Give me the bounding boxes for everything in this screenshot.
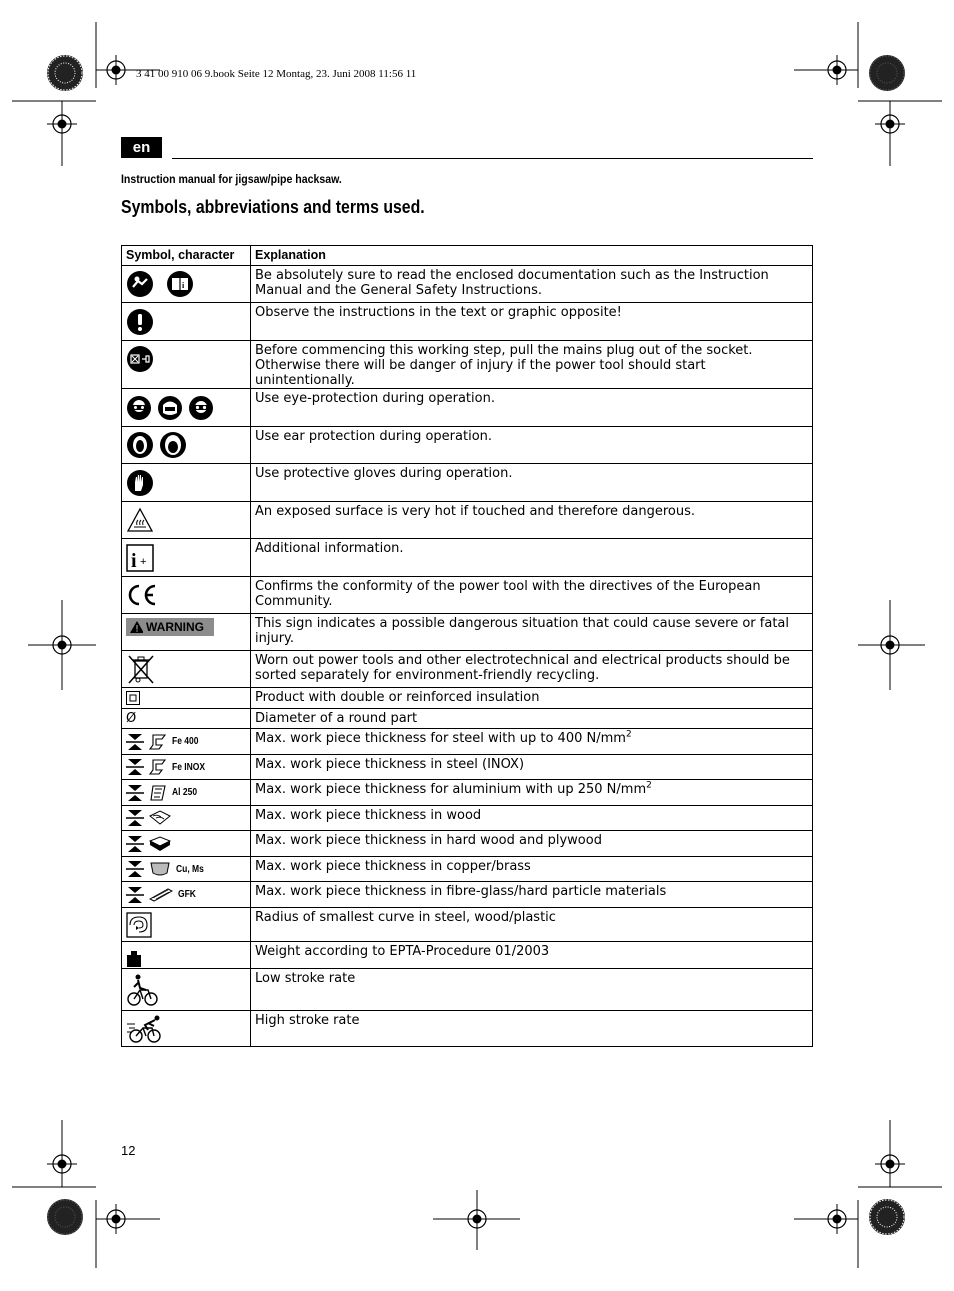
explanation-cell: Max. work piece thickness in steel (INOX) (251, 755, 813, 780)
goggles-icon (188, 395, 214, 421)
exclamation-icon (126, 308, 154, 336)
low-stroke-rate-icon (126, 973, 160, 1007)
table-row (122, 427, 813, 464)
material-label: Fe 400 (172, 736, 199, 747)
table-row (122, 755, 813, 780)
print-line: 3 41 00 910 06 9.book Seite 12 Montag, 23. Juni 2008 11:56 11 (136, 68, 417, 80)
explanation-cell: Additional information. (251, 539, 813, 577)
table-row (122, 831, 813, 857)
symbols-table (121, 245, 813, 1047)
svg-text:i: i (131, 549, 137, 572)
explanation-cell: An exposed surface is very hot if touched and therefore dangerous. (251, 502, 813, 539)
table-row (122, 969, 813, 1011)
copper-pipe-icon (149, 861, 171, 877)
explanation-cell: Before commencing this working step, pull the mains plug out of the socket. Otherwise there will be danger of injury if the power tool should start unintentionally. (251, 341, 813, 389)
fibreglass-icon (149, 887, 173, 903)
weight-icon (126, 950, 142, 968)
table-row (122, 709, 813, 729)
page-number: 12 (121, 1143, 136, 1158)
thickness-arrow-icon (126, 733, 144, 751)
ear-protection-icon (126, 431, 154, 459)
registration-disc-top-right (869, 55, 905, 91)
registration-disc-bottom-left (47, 1199, 83, 1235)
explanation-cell: Max. work piece thickness in hard wood and plywood (251, 831, 813, 857)
ear-muffs-icon (159, 431, 187, 459)
table-row (122, 502, 813, 539)
explanation-cell: Max. work piece thickness for steel with up to 400 $N/mm^2$ (251, 729, 813, 755)
high-stroke-rate-icon (126, 1014, 166, 1044)
explanation-cell: Weight according to EPTA-Procedure 01/2003 (251, 942, 813, 969)
explanation-cell: Be absolutely sure to read the enclosed documentation such as the Instruction Manual and the General Safety Instructions. (251, 266, 813, 303)
section-title: Symbols, abbreviations and terms used. (121, 197, 425, 217)
ce-mark-icon (126, 583, 158, 607)
table-row (122, 806, 813, 831)
warning-label: WARNING (146, 619, 204, 634)
table-row (122, 857, 813, 882)
svg-text:i: i (182, 281, 185, 290)
explanation-cell: Observe the instructions in the text or graphic opposite! (251, 303, 813, 341)
material-label: Cu, Ms (176, 863, 204, 875)
explanation-cell: Max. work piece thickness in wood (251, 806, 813, 831)
table-row (122, 464, 813, 502)
table-row (122, 908, 813, 942)
curve-radius-icon (126, 912, 152, 938)
explanation-cell: Diameter of a round part (251, 709, 813, 729)
registration-disc-top-left (47, 55, 83, 91)
table-row (122, 942, 813, 969)
table-row (122, 688, 813, 709)
explanation-cell: Radius of smallest curve in steel, wood/plastic (251, 908, 813, 942)
table-row (122, 1011, 813, 1047)
crossed-bin-icon (126, 653, 156, 685)
material-label: Al 250 (172, 787, 198, 798)
explanation-cell: Low stroke rate (251, 969, 813, 1011)
material-label: Fe INOX (172, 761, 206, 773)
unplug-icon (126, 345, 154, 373)
table-row (122, 539, 813, 577)
header-symbol: Symbol, character (122, 246, 251, 266)
double-insulation-icon (126, 691, 140, 705)
explanation-cell: Use protective gloves during operation. (251, 464, 813, 502)
table-row (122, 651, 813, 688)
document-subtitle: Instruction manual for jigsaw/pipe hacksaw. (121, 172, 342, 186)
explanation-cell: Use ear protection during operation. (251, 427, 813, 464)
explanation-cell: Max. work piece thickness in copper/brass (251, 857, 813, 882)
registration-disc-bottom-right (869, 1199, 905, 1235)
thickness-arrow-icon (126, 758, 144, 776)
table-row (122, 266, 813, 303)
warning-badge (126, 618, 214, 636)
table-row (122, 341, 813, 389)
table-header-row (122, 246, 813, 266)
wood-icon (149, 810, 171, 826)
explanation-cell: Worn out power tools and other electrotechnical and electrical products should be sorted separately for environment-friendly recycling. (251, 651, 813, 688)
thickness-arrow-icon (126, 809, 144, 827)
explanation-cell: This sign indicates a possible dangerous situation that could cause severe or fatal injury. (251, 614, 813, 651)
read-manual-icon (126, 270, 154, 298)
table-row (122, 729, 813, 755)
svg-text:+: + (140, 555, 147, 568)
table-row (122, 577, 813, 614)
eye-protection-icon (126, 395, 152, 421)
table-row (122, 780, 813, 806)
thickness-arrow-icon (126, 860, 144, 878)
explanation-cell: Use eye-protection during operation. (251, 389, 813, 427)
material-label: GFK (178, 889, 196, 900)
header-explanation: Explanation (251, 246, 813, 266)
aluminium-profile-icon (149, 784, 167, 802)
table-row (122, 614, 813, 651)
diameter-symbol: Ø (122, 709, 251, 729)
thickness-arrow-icon (126, 886, 144, 904)
hot-surface-icon (126, 507, 154, 533)
explanation-cell: Max. work piece thickness in fibre-glass/hard particle materials (251, 882, 813, 908)
thickness-arrow-icon (126, 835, 144, 853)
header-rule (172, 158, 813, 159)
plywood-icon (149, 836, 171, 852)
language-tag: en (121, 137, 162, 158)
explanation-cell: High stroke rate (251, 1011, 813, 1047)
table-row (122, 882, 813, 908)
steel-profile-icon (149, 758, 167, 776)
table-row (122, 389, 813, 427)
warning-triangle-icon (130, 621, 143, 633)
explanation-cell: Max. work piece thickness for aluminium with up 250 $N/mm^2$ (251, 780, 813, 806)
info-icon (126, 544, 154, 572)
explanation-cell: Product with double or reinforced insulation (251, 688, 813, 709)
thickness-arrow-icon (126, 784, 144, 802)
face-shield-icon (157, 395, 183, 421)
steel-profile-icon (149, 733, 167, 751)
gloves-icon (126, 469, 154, 497)
table-row (122, 303, 813, 341)
manual-book-icon (165, 270, 195, 298)
explanation-cell: Confirms the conformity of the power tool with the directives of the European Community. (251, 577, 813, 614)
